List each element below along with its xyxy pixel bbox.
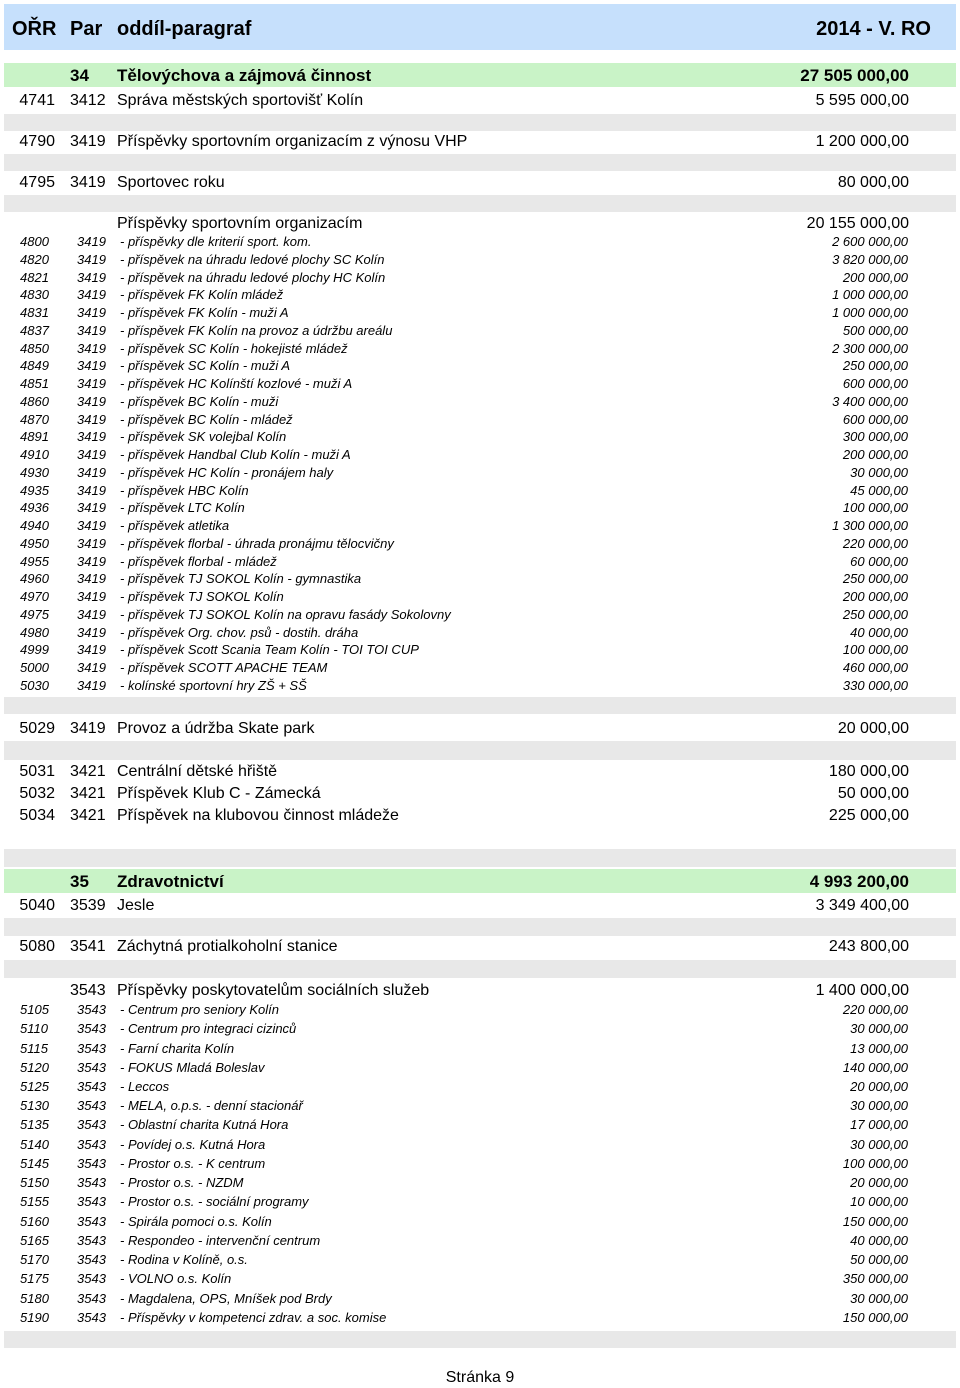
table-row [0,1079,960,1095]
row-code: 4821 [20,270,49,285]
row-code: 5190 [20,1310,49,1325]
row-amount: 5 595 000,00 [815,92,909,109]
row-code: 4950 [20,536,49,551]
row-code: 4955 [20,554,49,569]
row-paragraph: 3419 [77,341,106,356]
separator-band [4,697,956,714]
row-name: Příspěvek Klub C - Zámecká [117,785,321,802]
row-paragraph: 3543 [77,1021,106,1036]
row-amount: 100 000,00 [842,642,908,657]
row-name: Příspěvky sportovním organizacím z výnosu VHP [117,133,468,150]
row-code: 5155 [20,1194,49,1209]
table-row [0,1041,960,1057]
row-name: - příspěvek FK Kolín na provoz a údržbu areálu [120,323,393,338]
row-amount: 10 000,00 [850,1194,908,1209]
row-code: 5175 [20,1271,49,1286]
row-amount: 243 800,00 [828,938,909,955]
table-row [0,1060,960,1076]
row-paragraph: 3419 [77,447,106,462]
row-name: - příspěvek BC Kolín - muži [120,394,279,409]
row-amount: 2 300 000,00 [832,341,908,356]
table-row [0,607,960,623]
table-row [0,784,960,804]
row-paragraph: 3543 [77,1214,106,1229]
row-amount: 600 000,00 [842,376,908,391]
separator-band [4,154,956,171]
row-name: - příspěvek SK volejbal Kolín [120,429,287,444]
row-amount: 30 000,00 [850,465,908,480]
row-code: 5031 [19,763,55,780]
row-amount: 80 000,00 [837,174,909,191]
table-row [0,642,960,658]
row-code: 4935 [20,483,49,498]
row-name: - příspěvek HBC Kolín [120,483,249,498]
row-code: 4831 [20,305,49,320]
row-amount: 30 000,00 [850,1021,908,1036]
table-row [0,412,960,428]
row-paragraph: 3419 [77,358,106,373]
row-paragraph: 3539 [70,897,106,914]
row-name: - Příspěvky v kompetenci zdrav. a soc. komise [120,1310,387,1325]
row-amount: 140 000,00 [842,1060,908,1075]
table-row [0,1117,960,1133]
table-row [0,937,960,957]
row-name: - příspěvek Handbal Club Kolín - muži A [120,447,351,462]
row-name: - Prostor o.s. - sociální programy [120,1194,309,1209]
row-name: - příspěvek na úhradu ledové plochy SC Kolín [120,252,385,267]
row-paragraph: 3543 [77,1194,106,1209]
row-amount: 1 400 000,00 [815,982,909,999]
row-paragraph: 3419 [70,720,106,737]
row-code: 5029 [19,720,55,737]
row-paragraph: 3543 [77,1117,106,1132]
table-row [0,323,960,339]
row-name: - příspěvek Org. chov. psů - dostih. dráha [120,625,359,640]
table-row [0,1233,960,1249]
row-name: - příspěvek TJ SOKOL Kolín - gymnastika [120,571,362,586]
table-row [0,1021,960,1037]
row-paragraph: 3543 [77,1291,106,1306]
row-name: - Oblastní charita Kutná Hora [120,1117,289,1132]
row-amount: 17 000,00 [850,1117,908,1132]
row-code: 4970 [20,589,49,604]
row-amount: 50 000,00 [837,785,909,802]
row-amount: 220 000,00 [842,1002,908,1017]
row-paragraph: 3543 [77,1137,106,1152]
table-row [0,660,960,676]
row-code: 5160 [20,1214,49,1229]
row-amount: 460 000,00 [842,660,908,675]
row-paragraph: 3419 [77,483,106,498]
table-row [0,214,960,234]
row-paragraph: 3419 [77,270,106,285]
table-row [0,571,960,587]
row-name: - FOKUS Mladá Boleslav [120,1060,265,1075]
row-code: 4851 [20,376,49,391]
table-row [0,483,960,499]
row-name: Příspěvky sportovním organizacím [117,215,363,232]
row-name: Příspěvky poskytovatelům sociálních služeb [117,982,430,999]
row-paragraph: 3543 [77,1002,106,1017]
row-paragraph: 3543 [70,982,106,999]
chapter-row [0,66,960,86]
row-amount: 60 000,00 [850,554,908,569]
row-paragraph: 3419 [77,376,106,391]
header-orr: OŘR [12,18,57,40]
row-name: Zdravotnictví [117,872,224,891]
row-amount: 600 000,00 [842,412,908,427]
row-code: 4910 [20,447,49,462]
row-code: 4820 [20,252,49,267]
row-name: - Centrum pro integraci cizinců [120,1021,297,1036]
row-paragraph: 3419 [77,678,106,693]
table-row [0,1194,960,1210]
row-code: 4849 [20,358,49,373]
table-row [0,500,960,516]
table-row [0,762,960,782]
row-amount: 20 000,00 [850,1175,908,1190]
row-paragraph: 3543 [77,1079,106,1094]
row-code: 5130 [20,1098,49,1113]
row-code: 4830 [20,287,49,302]
row-paragraph: 3421 [70,763,106,780]
row-code: 4980 [20,625,49,640]
row-name: - příspěvek SC Kolín - hokejisté mládež [120,341,348,356]
row-name: Tělovýchova a zájmová činnost [117,66,372,85]
row-amount: 27 505 000,00 [800,66,909,85]
row-amount: 200 000,00 [842,270,908,285]
row-name: - příspěvek HC Kolínští kozlové - muži A [120,376,353,391]
table-row [0,554,960,570]
row-amount: 3 820 000,00 [832,252,908,267]
row-code: 5032 [19,785,55,802]
row-amount: 225 000,00 [828,807,909,824]
row-code: 4800 [20,234,49,249]
chapter-row [0,872,960,892]
row-code: 4999 [20,642,49,657]
row-paragraph: 3419 [77,554,106,569]
row-amount: 100 000,00 [842,500,908,515]
row-name: - Rodina v Kolíně, o.s. [120,1252,248,1267]
header-amount: 2014 - V. RO [816,18,931,40]
row-amount: 200 000,00 [842,589,908,604]
table-row [0,806,960,826]
table-row [0,1175,960,1191]
row-paragraph: 3419 [77,571,106,586]
table-row [0,1098,960,1114]
row-amount: 1 200 000,00 [815,133,909,150]
row-code: 5040 [19,897,55,914]
row-code: 4891 [20,429,49,444]
row-code: 5000 [20,660,49,675]
row-paragraph: 3419 [77,625,106,640]
row-name: Záchytná protialkoholní stanice [117,938,338,955]
row-name: - příspěvek florbal - úhrada pronájmu tělocvičny [120,536,394,551]
row-amount: 250 000,00 [842,358,908,373]
row-paragraph: 3419 [77,536,106,551]
row-paragraph: 35 [70,872,89,891]
row-name: Jesle [117,897,155,914]
row-name: - příspěvek florbal - mládež [120,554,277,569]
row-name: - příspěvek atletika [120,518,230,533]
row-name: - Spirála pomoci o.s. Kolín [120,1214,272,1229]
row-code: 5080 [19,938,55,955]
row-paragraph: 3419 [70,174,106,191]
row-code: 4837 [20,323,49,338]
table-row [0,1310,960,1326]
row-amount: 300 000,00 [842,429,908,444]
table-row [0,447,960,463]
row-name: - příspěvek TJ SOKOL Kolín [120,589,284,604]
row-amount: 220 000,00 [842,536,908,551]
row-amount: 350 000,00 [842,1271,908,1286]
table-row [0,896,960,916]
row-code: 4795 [19,174,55,191]
row-code: 5150 [20,1175,49,1190]
row-name: - Povídej o.s. Kutná Hora [120,1137,266,1152]
row-amount: 20 155 000,00 [806,215,909,232]
row-paragraph: 34 [70,66,89,85]
separator-band [4,849,956,867]
row-code: 5170 [20,1252,49,1267]
row-amount: 30 000,00 [850,1098,908,1113]
header-section: oddíl-paragraf [117,18,252,40]
row-paragraph: 3543 [77,1252,106,1267]
row-name: - Prostor o.s. - NZDM [120,1175,244,1190]
row-code: 4930 [20,465,49,480]
row-amount: 1 000 000,00 [832,287,908,302]
row-code: 4870 [20,412,49,427]
table-row [0,625,960,641]
row-name: Správa městských sportovišť Kolín [117,92,364,109]
table-row [0,252,960,268]
row-code: 4850 [20,341,49,356]
table-row [0,270,960,286]
row-paragraph: 3419 [77,412,106,427]
row-paragraph: 3543 [77,1271,106,1286]
row-amount: 100 000,00 [842,1156,908,1171]
row-name: - příspěvky dle kriterií sport. kom. [120,234,312,249]
row-paragraph: 3419 [77,305,106,320]
row-name: - Prostor o.s. - K centrum [120,1156,266,1171]
row-name: - příspěvek na úhradu ledové plochy HC Kolín [120,270,386,285]
table-header [4,4,956,50]
table-row [0,394,960,410]
row-amount: 50 000,00 [850,1252,908,1267]
row-amount: 40 000,00 [850,625,908,640]
row-amount: 250 000,00 [842,607,908,622]
row-code: 4975 [20,607,49,622]
row-name: - MELA, o.p.s. - denní stacionář [120,1098,303,1113]
row-code: 5030 [20,678,49,693]
separator-band [4,918,956,936]
row-code: 5120 [20,1060,49,1075]
table-row [0,1252,960,1268]
row-name: - příspěvek HC Kolín - pronájem haly [120,465,334,480]
row-paragraph: 3543 [77,1156,106,1171]
row-paragraph: 3543 [77,1041,106,1056]
table-row [0,1291,960,1307]
table-row [0,1156,960,1172]
row-amount: 330 000,00 [842,678,908,693]
table-row [0,1002,960,1018]
row-paragraph: 3419 [77,323,106,338]
table-row [0,1214,960,1230]
row-name: - Respondeo - intervenční centrum [120,1233,321,1248]
row-paragraph: 3543 [77,1175,106,1190]
row-paragraph: 3419 [77,660,106,675]
row-paragraph: 3419 [77,607,106,622]
row-amount: 1 300 000,00 [832,518,908,533]
row-amount: 3 349 400,00 [815,897,909,914]
row-paragraph: 3421 [70,785,106,802]
row-amount: 200 000,00 [842,447,908,462]
row-amount: 500 000,00 [842,323,908,338]
row-name: - příspěvek SCOTT APACHE TEAM [120,660,328,675]
row-code: 4940 [20,518,49,533]
table-row [0,719,960,739]
table-row [0,1271,960,1287]
table-row [0,91,960,111]
table-row [0,234,960,250]
separator-band [4,960,956,978]
row-name: - příspěvek Scott Scania Team Kolín - TOI TOI CUP [120,642,419,657]
table-row [0,173,960,193]
table-row [0,518,960,534]
row-paragraph: 3543 [77,1233,106,1248]
row-name: Sportovec roku [117,174,225,191]
separator-band [4,195,956,212]
row-paragraph: 3543 [77,1060,106,1075]
table-row [0,376,960,392]
table-row [0,465,960,481]
row-amount: 4 993 200,00 [809,872,909,891]
table-row [0,305,960,321]
row-paragraph: 3419 [77,252,106,267]
row-amount: 30 000,00 [850,1291,908,1306]
row-amount: 20 000,00 [837,720,909,737]
row-name: - Centrum pro seniory Kolín [120,1002,279,1017]
separator-band [4,741,956,760]
row-name: Provoz a údržba Skate park [117,720,315,737]
row-code: 4790 [19,133,55,150]
row-paragraph: 3419 [77,234,106,249]
row-name: - příspěvek BC Kolín - mládež [120,412,293,427]
row-paragraph: 3419 [77,642,106,657]
row-name: - VOLNO o.s. Kolín [120,1271,232,1286]
row-amount: 2 600 000,00 [832,234,908,249]
row-amount: 40 000,00 [850,1233,908,1248]
row-code: 4860 [20,394,49,409]
row-code: 5125 [20,1079,49,1094]
row-code: 4741 [19,92,55,109]
row-paragraph: 3543 [77,1310,106,1325]
row-amount: 3 400 000,00 [832,394,908,409]
row-code: 5180 [20,1291,49,1306]
row-name: - Leccos [120,1079,170,1094]
header-par: Par [70,18,103,40]
row-code: 5145 [20,1156,49,1171]
row-amount: 13 000,00 [850,1041,908,1056]
table-row [0,358,960,374]
row-paragraph: 3543 [77,1098,106,1113]
row-name: - příspěvek FK Kolín - muži A [120,305,289,320]
row-name: - příspěvek FK Kolín mládež [120,287,284,302]
row-amount: 180 000,00 [828,763,909,780]
row-paragraph: 3419 [70,133,106,150]
row-paragraph: 3419 [77,429,106,444]
row-code: 5105 [20,1002,49,1017]
row-paragraph: 3541 [70,938,106,955]
table-row [0,536,960,552]
row-paragraph: 3419 [77,518,106,533]
row-code: 4960 [20,571,49,586]
row-amount: 1 000 000,00 [832,305,908,320]
row-paragraph: 3419 [77,589,106,604]
separator-band [4,1331,956,1348]
row-name: - příspěvek LTC Kolín [120,500,245,515]
row-name: Příspěvek na klubovou činnost mládeže [117,807,399,824]
table-row [0,429,960,445]
row-amount: 45 000,00 [850,483,908,498]
row-amount: 150 000,00 [842,1310,908,1325]
row-paragraph: 3419 [77,500,106,515]
row-code: 5115 [20,1041,48,1056]
table-row [0,981,960,1001]
row-paragraph: 3421 [70,807,106,824]
row-paragraph: 3419 [77,465,106,480]
row-amount: 250 000,00 [842,571,908,586]
table-row [0,1137,960,1153]
page-number: Stránka 9 [445,1369,515,1386]
row-code: 5165 [20,1233,49,1248]
row-paragraph: 3419 [77,287,106,302]
row-code: 5034 [19,807,55,824]
row-code: 4936 [20,500,49,515]
row-amount: 30 000,00 [850,1137,908,1152]
table-row [0,678,960,694]
separator-band [4,114,956,131]
row-name: - Farní charita Kolín [120,1041,235,1056]
row-name: - kolínské sportovní hry ZŠ + SŠ [120,678,307,693]
row-name: Centrální dětské hřiště [117,763,278,780]
row-name: - Magdalena, OPS, Mníšek pod Brdy [120,1291,332,1306]
row-amount: 150 000,00 [842,1214,908,1229]
table-row [0,341,960,357]
table-row [0,287,960,303]
row-name: - příspěvek SC Kolín - muži A [120,358,291,373]
table-row [0,132,960,152]
table-row [0,589,960,605]
row-code: 5110 [20,1021,48,1036]
row-code: 5140 [20,1137,49,1152]
row-amount: 20 000,00 [850,1079,908,1094]
row-code: 5135 [20,1117,49,1132]
row-name: - příspěvek TJ SOKOL Kolín na opravu fasády Sokolovny [120,607,451,622]
row-paragraph: 3412 [70,92,106,109]
row-paragraph: 3419 [77,394,106,409]
